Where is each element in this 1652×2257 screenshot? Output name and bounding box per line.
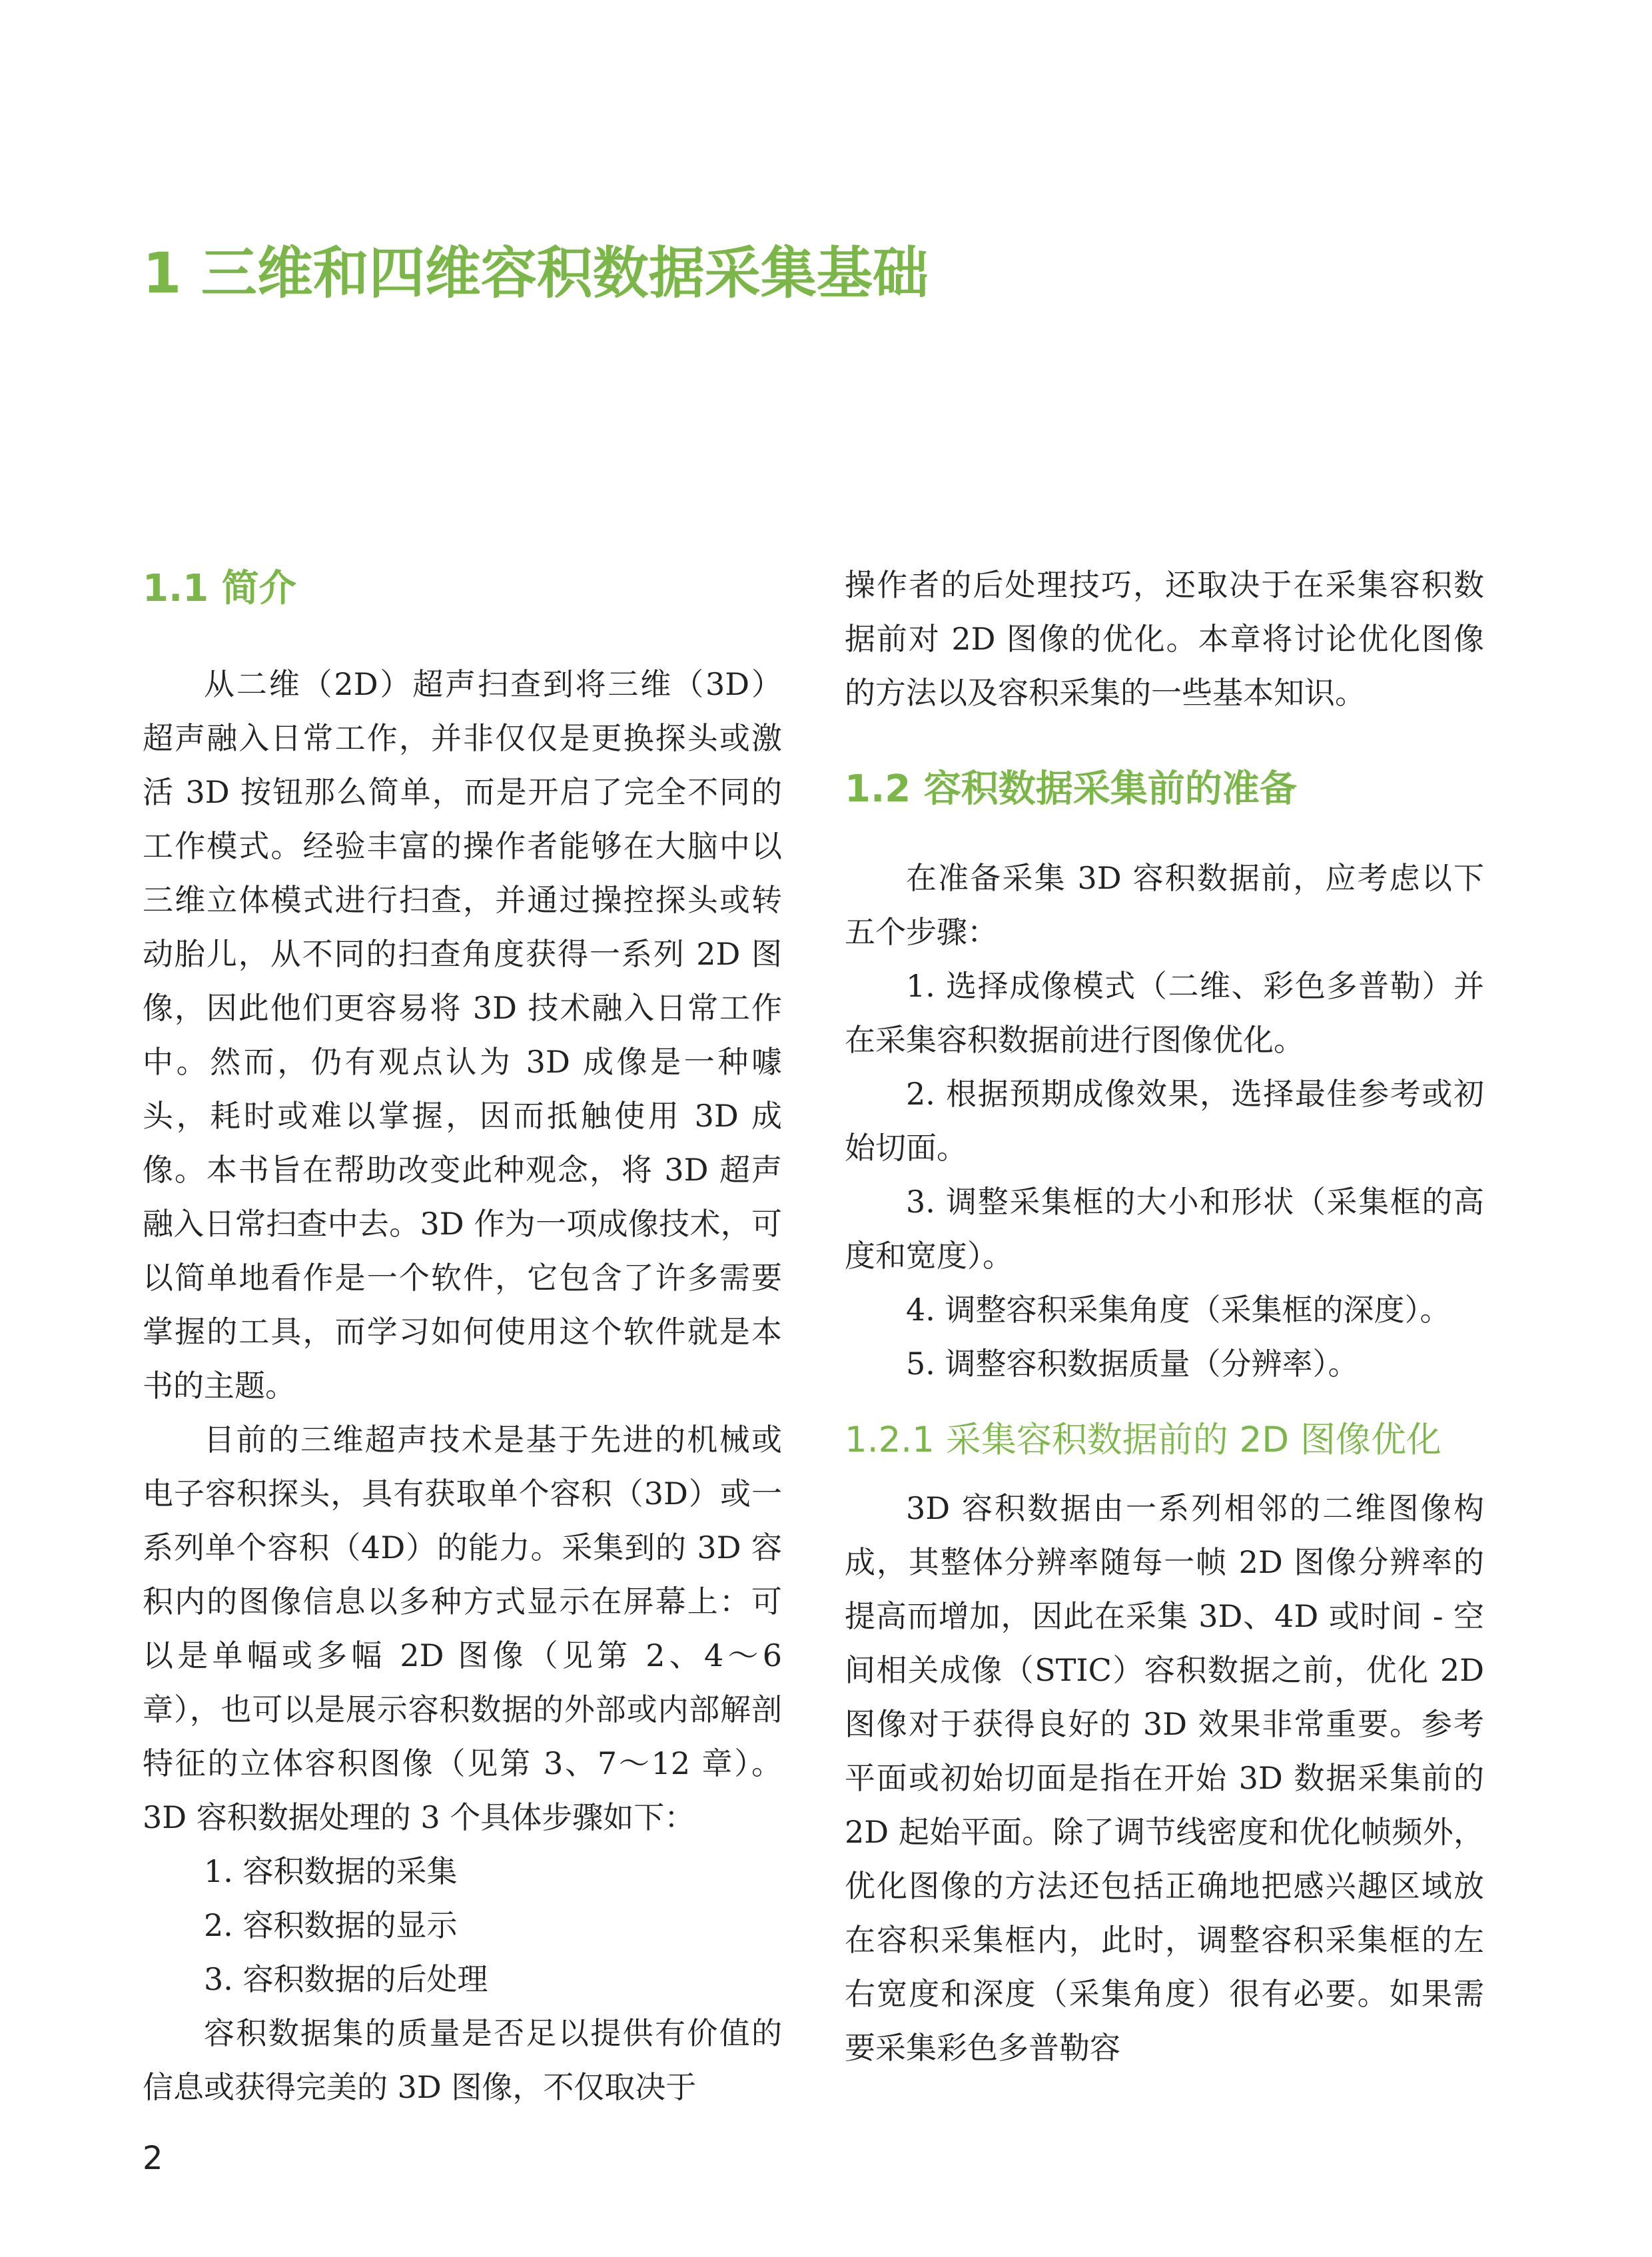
preparation-step-4: 4. 调整容积采集角度（采集框的深度）。 [906, 1292, 1451, 1328]
section-heading-1-1: 1.1 简介 [143, 567, 296, 610]
right-column [845, 558, 1484, 2075]
page-number: 2 [143, 2140, 163, 2177]
preparation-step-5: 5. 调整容积数据质量（分辨率）。 [906, 1346, 1359, 1382]
preparation-step-1: 1. 选择成像模式（二维、彩色多普勒）并在采集容积数据前进行图像优化。 [845, 968, 1484, 1059]
preparation-step-3: 3. 调整采集框的大小和形状（采集框的高度和宽度）。 [845, 1184, 1484, 1274]
intro-paragraph-1: 从二维（2D）超声扫查到将三维（3D）超声融入日常工作，并非仅仅是更换探头或激活 3D 按钮那么简单，而是开启了完全不同的工作模式。经验丰富的操作者能够在大脑中以三维立体模式进行扫查，并通过操控探头或转动胎儿，从不同的扫查角度获得一系列 2D 图像，因此他们更容易将 3D 技术融入日常工作中。然而，仍有观点认为 3D 成像是一种噱头，耗时或难以掌握，因而抵触使用 3D 成像。本书旨在帮助改变此种观念，将 3D 超声融入日常扫查中去。3D 作为一项成像技术，可以简单地看作是一个软件，它包含了许多需要掌握的工具，而学习如何使用这个软件就是本书的主题。 [143, 666, 782, 1404]
continued-paragraph: 操作者的后处理技巧，还取决于在采集容积数据前对 2D 图像的优化。本章将讨论优化图像的方法以及容积采集的一些基本知识。 [845, 567, 1484, 711]
intro-paragraph-3: 容积数据集的质量是否足以提供有价值的信息或获得完美的 3D 图像，不仅取决于 [143, 2015, 782, 2106]
preparation-paragraph: 在准备采集 3D 容积数据前，应考虑以下五个步骤： [845, 860, 1484, 951]
section-heading-1-2-1: 1.2.1 采集容积数据前的 2D 图像优化 [845, 1420, 1442, 1461]
processing-step-1: 1. 容积数据的采集 [204, 1853, 458, 1890]
processing-step-3: 3. 容积数据的后处理 [204, 1961, 488, 1998]
preparation-step-2: 2. 根据预期成像效果，选择最佳参考或初始切面。 [845, 1076, 1484, 1166]
left-column [143, 566, 782, 2114]
processing-step-2: 2. 容积数据的显示 [204, 1907, 458, 1944]
section-heading-1-2: 1.2 容积数据采集前的准备 [845, 767, 1297, 811]
intro-paragraph-2: 目前的三维超声技术是基于先进的机械或电子容积探头，具有获取单个容积（3D）或一系列单个容积（4D）的能力。采集到的 3D 容积内的图像信息以多种方式显示在屏幕上：可以是单幅或多幅 2D 图像（见第 2、4～6 章），也可以是展示容积数据的外部或内部解剖特征的立体容积图像（见第 3、7～12 章）。3D 容积数据处理的 3 个具体步骤如下： [143, 1422, 782, 1836]
chapter-title: 1 三维和四维容积数据采集基础 [143, 240, 929, 306]
optimization-paragraph: 3D 容积数据由一系列相邻的二维图像构成，其整体分辨率随每一帧 2D 图像分辨率的提高而增加，因此在采集 3D、4D 或时间 - 空间相关成像（STIC）容积数据之前，优化 2D 图像对于获得良好的 3D 效果非常重要。参考平面或初始切面是指在开始 3D 数据采集前的 2D 起始平面。除了调节线密度和优化帧频外，优化图像的方法还包括正确地把感兴趣区域放在容积采集框内，此时，调整容积采集框的左右宽度和深度（采集角度）很有必要。如果需要采集彩色多普勒容 [845, 1490, 1484, 2066]
